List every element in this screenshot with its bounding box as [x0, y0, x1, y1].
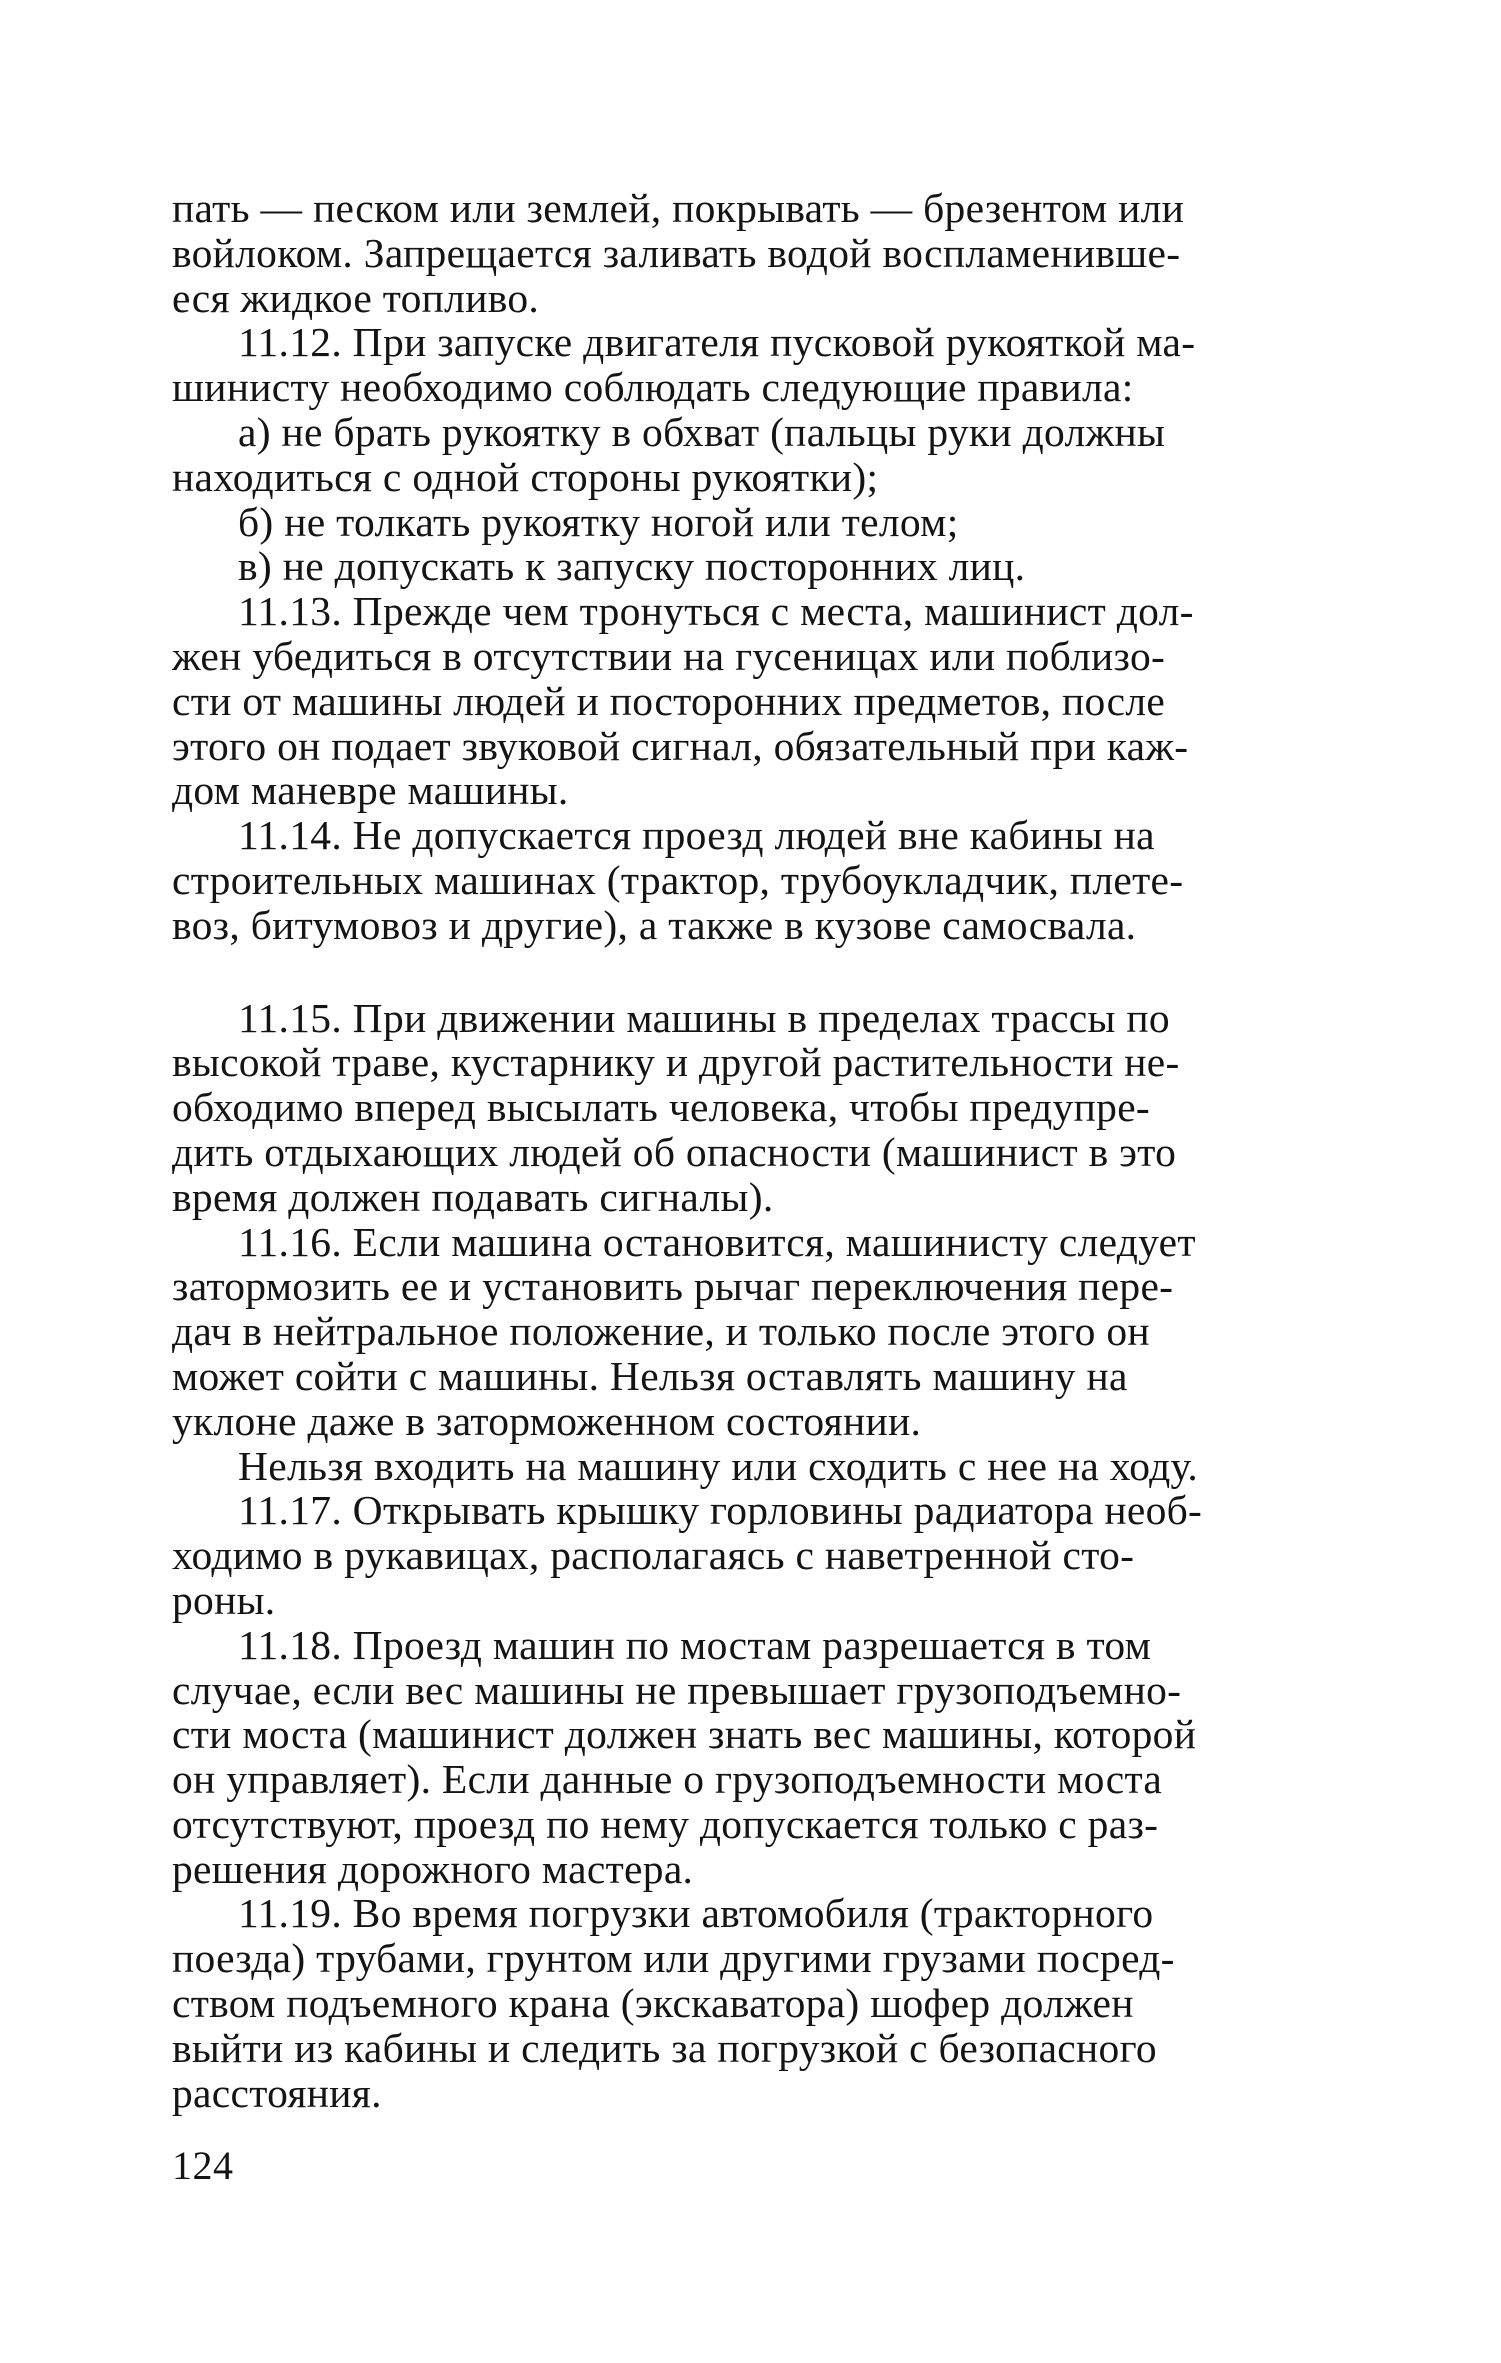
text-line: дить отдыхающих людей об опасности (машинист в это [172, 1128, 1177, 1175]
paragraph-11-15 [172, 996, 1332, 1220]
text-line: случае, если вес машины не превышает грузоподъемно- [172, 1666, 1182, 1713]
text-line: шинисту необходимо соблюдать следующие правила: [172, 364, 1134, 411]
text-line: 11.15. При движении машины в пределах трассы по [238, 994, 1170, 1041]
text-line: воз, битумовоз и другие), а также в кузове самосвала. [172, 901, 1137, 948]
text-line: войлоком. Запрещается заливать водой воспламенивше- [172, 229, 1181, 276]
text-line: дом маневре машины. [172, 767, 569, 814]
text-line: ством подъемного крана (экскаватора) шофер должен [172, 1980, 1134, 2027]
text-line: еся жидкое топливо. [172, 274, 540, 321]
text-line: он управляет). Если данные о грузоподъемности моста [172, 1756, 1163, 1803]
text-line: выйти из кабины и следить за погрузкой с безопасного [172, 2024, 1157, 2071]
text-line: расстояния. [172, 2069, 382, 2116]
text-line: б) не толкать рукоятку ногой или телом; [238, 498, 959, 545]
text-line: 11.18. Проезд машин по мостам разрешается в том [238, 1621, 1152, 1668]
text-line: время должен подавать сигналы). [172, 1173, 774, 1220]
text-line: высокой траве, кустарнику и другой растительности не- [172, 1039, 1180, 1086]
text-line: 11.17. Открывать крышку горловины радиатора необ- [238, 1487, 1203, 1534]
text-line: 11.19. Во время погрузки автомобиля (тракторного [238, 1890, 1154, 1937]
paragraph-continuation [172, 186, 1332, 320]
text-line: роны. [172, 1576, 276, 1623]
text-line: в) не допускать к запуску посторонних лиц. [238, 543, 1026, 590]
paragraph-11-17 [172, 1488, 1332, 1622]
text-line: находиться с одной стороны рукоятки); [172, 453, 879, 500]
paragraph-11-16 [172, 1220, 1332, 1444]
text-line: дач в нейтральное положение, и только после этого он [172, 1308, 1150, 1355]
text-line: 11.13. Прежде чем тронуться с места, машинист дол- [238, 588, 1194, 635]
text-line: этого он подает звуковой сигнал, обязательный при каж- [172, 722, 1189, 769]
text-line: Нельзя входить на машину или сходить с нее на ходу. [238, 1442, 1199, 1489]
text-line: решения дорожного мастера. [172, 1845, 694, 1892]
text-line: жен убедиться в отсутствии на гусеницах или поблизо- [172, 632, 1166, 679]
paragraph-11-14 [172, 813, 1332, 947]
paragraph-11-12-item-b [172, 500, 1332, 545]
text-line: 11.14. Не допускается проезд людей вне кабины на [238, 812, 1155, 859]
paragraph-11-12 [172, 320, 1332, 410]
text-line: 11.12. При запуске двигателя пусковой рукояткой ма- [238, 319, 1196, 366]
text-line: отсутствуют, проезд по нему допускается только с раз- [172, 1800, 1159, 1847]
text-line: строительных машинах (трактор, трубоукладчик, плете- [172, 856, 1184, 903]
paragraph-11-18 [172, 1623, 1332, 1892]
text-line: сти моста (машинист должен знать вес машины, которой [172, 1711, 1197, 1758]
paragraph-11-16-note [172, 1444, 1332, 1489]
paragraph-11-12-item-a [172, 410, 1332, 500]
text-line: а) не брать рукоятку в обхват (пальцы руки должны [238, 408, 1166, 455]
text-line: затормозить ее и установить рычаг переключения пере- [172, 1263, 1174, 1310]
text-line: уклоне даже в заторможенном состоянии. [172, 1397, 922, 1444]
text-line: ходимо в рукавицах, располагаясь с наветренной сто- [172, 1532, 1135, 1579]
paragraph-11-12-item-v [172, 544, 1332, 589]
text-line: 11.16. Если машина остановится, машинисту следует [238, 1218, 1196, 1265]
text-line: пать — песком или землей, покрывать — брезентом или [172, 185, 1185, 231]
text-line: может сойти с машины. Нельзя оставлять машину на [172, 1352, 1128, 1399]
text-line: сти от машины людей и посторонних предметов, после [172, 677, 1166, 724]
page-body [172, 186, 1332, 2115]
text-line: поезда) трубами, грунтом или другими грузами посред- [172, 1935, 1175, 1982]
paragraph-11-19 [172, 1891, 1332, 2115]
paragraph-11-13 [172, 589, 1332, 813]
text-line: обходимо вперед высылать человека, чтобы предупре- [172, 1084, 1151, 1131]
page-number: 124 [172, 2143, 234, 2188]
